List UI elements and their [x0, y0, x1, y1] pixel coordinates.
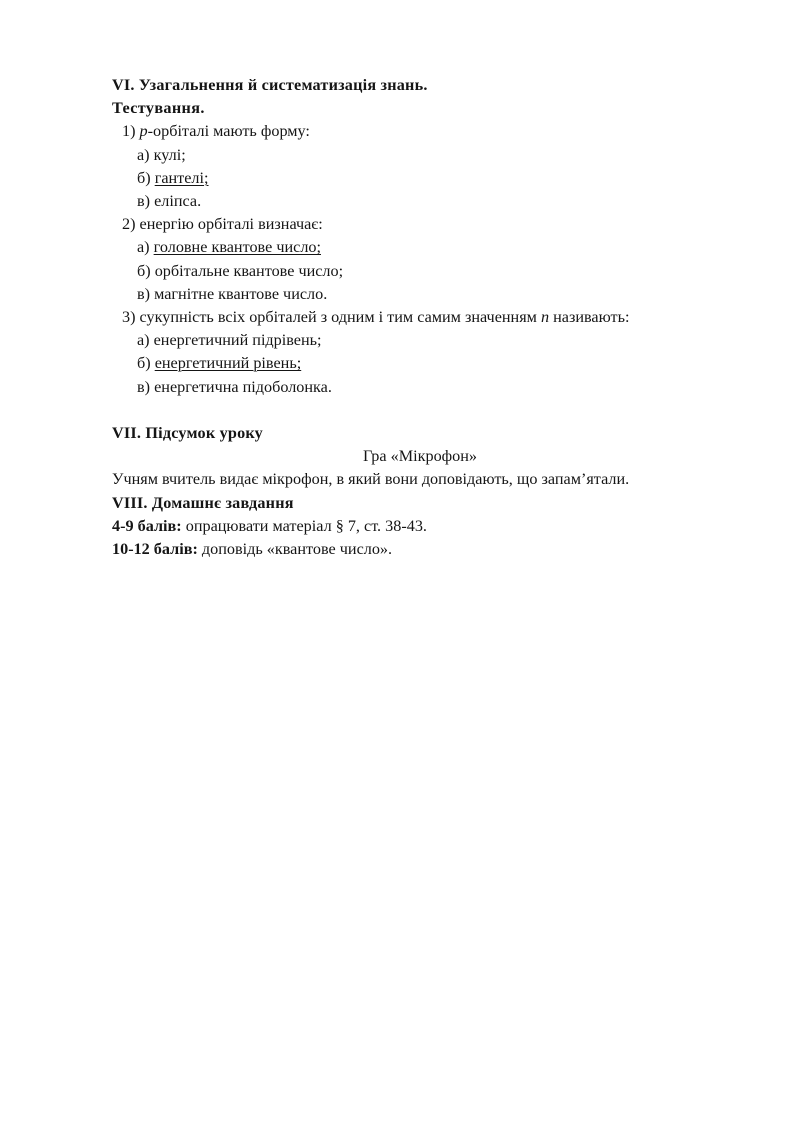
section-vii-heading: VII. Підсумок уроку: [112, 424, 263, 443]
homework-item-1: [112, 515, 732, 538]
question-1-number: 1): [122, 122, 136, 141]
question-2-stem: [122, 213, 732, 236]
question-1-option-c: [137, 190, 732, 213]
option-label: а): [137, 331, 150, 350]
question-3-number: 3): [122, 308, 136, 327]
homework-task-text: опрацювати матеріал § 7, ст. 38-43.: [181, 516, 427, 535]
option-text: енергетична підоболонка.: [154, 377, 332, 396]
question-3-option-b: [137, 352, 732, 375]
option-text: магнітне квантове число.: [154, 284, 328, 303]
question-1-stem-text: -орбіталі мають форму:: [147, 122, 310, 141]
question-1-stem: [122, 120, 732, 143]
document-body: [112, 74, 732, 561]
option-label: б): [137, 354, 151, 373]
section-viii-heading: VIII. Домашнє завдання: [112, 493, 294, 512]
question-2-option-a: [137, 236, 732, 259]
question-2-option-b: [137, 260, 732, 283]
question-1-orbital-symbol: p: [139, 122, 148, 141]
option-text-correct: гантелі;: [154, 168, 209, 187]
option-label: б): [137, 168, 151, 187]
homework-task-text: доповідь «квантове число».: [197, 540, 393, 559]
option-label: б): [137, 261, 151, 280]
activity-description: Учням вчитель видає мікрофон, в який вони доповідають, що запам’ятали.: [112, 470, 630, 489]
homework-grade-label: 4-9 балів:: [112, 516, 182, 535]
activity-title: Гра «Мікрофон»: [362, 447, 478, 466]
option-text: кулі;: [153, 145, 186, 164]
question-2-stem-text: енергію орбіталі визначає:: [139, 215, 323, 234]
option-label: в): [137, 284, 151, 303]
question-3-stem: [122, 306, 732, 329]
question-3-stem-before: сукупність всіх орбіталей з одним і тим самим значенням: [139, 308, 541, 327]
option-text-correct: енергетичний рівень;: [154, 354, 302, 373]
homework-item-2: [112, 538, 732, 561]
section-spacer: [112, 399, 732, 422]
question-1-option-a: [137, 144, 732, 167]
question-3-option-c: [137, 376, 732, 399]
question-3-option-a: [137, 329, 732, 352]
section-vi-subheading: Тестування.: [112, 99, 205, 118]
option-text-correct: головне квантове число;: [153, 238, 321, 257]
question-2-option-c: [137, 283, 732, 306]
question-3-quantum-symbol: n: [540, 308, 550, 327]
option-text: орбітальне квантове число;: [154, 261, 344, 280]
option-label: в): [137, 192, 151, 211]
question-3-stem-after: називають:: [549, 308, 630, 327]
homework-grade-label: 10-12 балів:: [112, 540, 198, 559]
option-text: енергетичний підрівень;: [153, 331, 322, 350]
section-vi-heading: VI. Узагальнення й систематизація знань.: [112, 76, 428, 94]
option-text: еліпса.: [154, 192, 202, 211]
question-2-number: 2): [122, 215, 136, 234]
question-1-option-b: [137, 167, 732, 190]
option-label: в): [137, 377, 151, 396]
option-label: а): [137, 145, 150, 164]
option-label: а): [137, 238, 150, 257]
